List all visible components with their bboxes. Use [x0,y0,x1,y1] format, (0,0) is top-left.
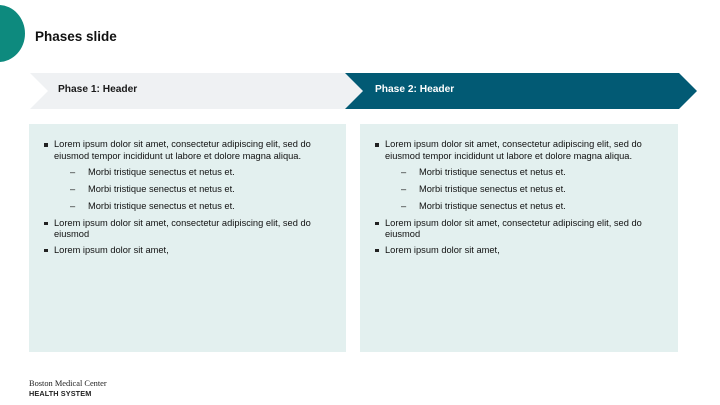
bullet-square-icon [44,143,48,147]
phase-1-panel [29,124,346,352]
sub-bullet-text: Morbi tristique senectus et netus et. [88,166,235,177]
sub-bullet-list [54,167,332,213]
bullet-item [374,218,664,242]
sub-bullet-item [54,201,332,213]
sub-bullet-text: Morbi tristique senectus et netus et. [88,200,235,211]
bullet-text: Lorem ipsum dolor sit amet, consectetur adipiscing elit, sed do eiusmod tempor incididunt ut labore et dolore magna aliqua. [54,139,311,161]
footer-subtitle: HEALTH SYSTEM [29,389,92,398]
bullet-text: Lorem ipsum dolor sit amet, [54,244,169,255]
phase-2-panel [360,124,678,352]
dash-icon: – [401,200,407,211]
dash-icon: – [70,200,76,211]
sub-bullet-text: Morbi tristique senectus et netus et. [419,166,566,177]
bullet-square-icon [44,249,48,253]
sub-bullet-text: Morbi tristique senectus et netus et. [419,183,566,194]
bullet-square-icon [44,222,48,226]
accent-circle [0,5,25,62]
sub-bullet-item [385,167,664,179]
dash-icon: – [401,166,407,177]
bullet-text: Lorem ipsum dolor sit amet, consectetur adipiscing elit, sed do eiusmod [54,217,311,240]
sub-bullet-item [385,184,664,196]
phase-2-bullet-list [374,139,664,256]
sub-bullet-item [54,167,332,179]
sub-bullet-list [385,167,664,213]
bullet-item [43,218,332,242]
dash-icon: – [70,166,76,177]
sub-bullet-item [54,184,332,196]
footer-organization: Boston Medical Center [29,379,107,388]
phase-1-header: Phase 1: Header [58,84,138,95]
bullet-item [374,139,664,212]
dash-icon: – [70,183,76,194]
sub-bullet-text: Morbi tristique senectus et netus et. [419,200,566,211]
sub-bullet-item [385,201,664,213]
phase-2-header: Phase 2: Header [375,84,455,95]
bullet-text: Lorem ipsum dolor sit amet, consectetur adipiscing elit, sed do eiusmod tempor incididunt ut labore et dolore magna aliqua. [385,139,642,161]
bullet-item [43,245,332,257]
dash-icon: – [401,183,407,194]
bullet-square-icon [375,222,379,226]
bullet-square-icon [375,249,379,253]
bullet-item [374,245,664,257]
slide-title: Phases slide [35,29,117,44]
sub-bullet-text: Morbi tristique senectus et netus et. [88,183,235,194]
bullet-item [43,139,332,212]
bullet-text: Lorem ipsum dolor sit amet, consectetur adipiscing elit, sed do eiusmod [385,217,642,240]
phase-1-bullet-list [43,139,332,256]
bullet-square-icon [375,143,379,147]
bullet-text: Lorem ipsum dolor sit amet, [385,244,500,255]
